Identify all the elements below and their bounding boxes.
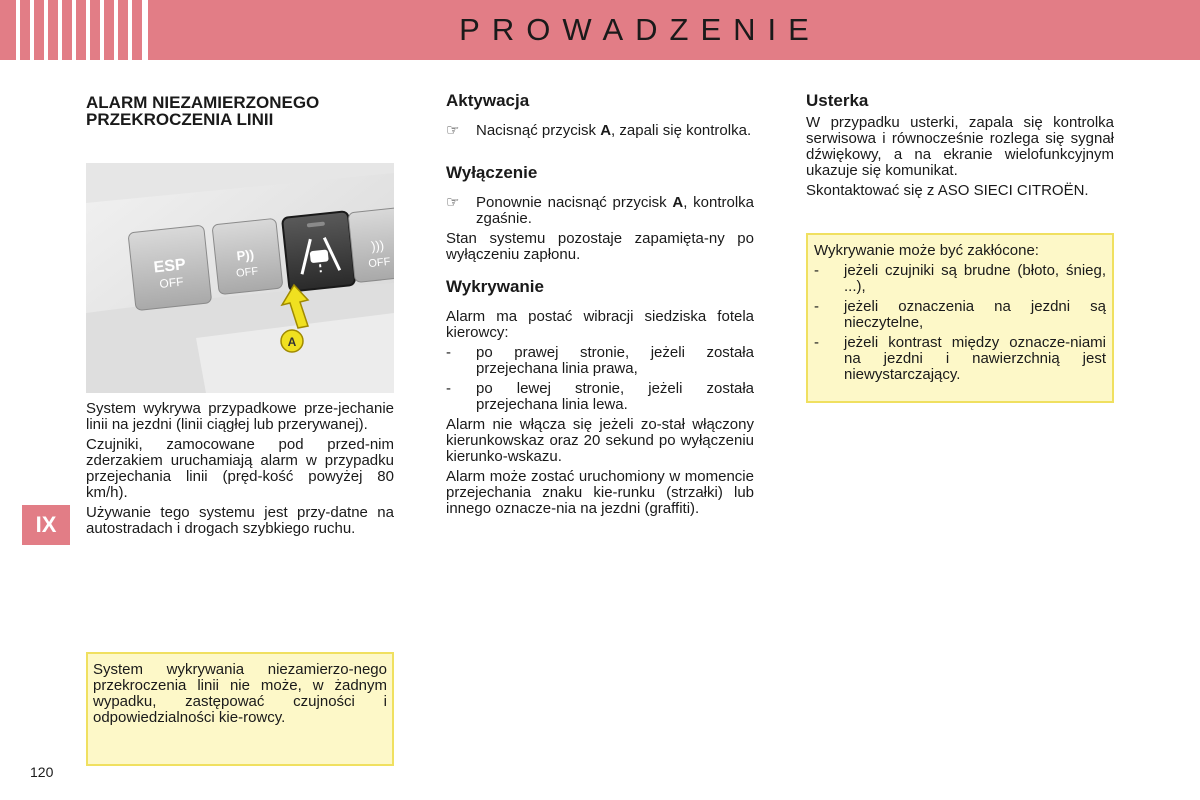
header-stripe [86, 0, 90, 60]
instruction-item [446, 195, 754, 227]
list-item-text: po prawej stronie, jeżeli została przejechana linia prawa, [476, 344, 754, 377]
list-item [814, 299, 1106, 331]
header-stripe [128, 0, 132, 60]
paragraph: Skontaktować się z ASO SIECI CITROËN. [806, 182, 1089, 199]
header-stripe [142, 0, 148, 60]
dashboard-illustration [86, 163, 394, 393]
right-off-label: OFF [367, 255, 391, 271]
heading-aktywacja: Aktywacja [446, 91, 530, 110]
list-item-text: jeżeli czujniki są brudne (błoto, śnieg, ...), [844, 262, 1106, 295]
list-item [814, 263, 1106, 295]
paragraph: Alarm może zostać uruchomiony w momencie przejechania znaku kie-runku (strzałki) lub innego oznacze-nia na jezdni (graffiti). [446, 468, 754, 517]
chapter-tab: IX [22, 505, 70, 545]
note-intro: Wykrywanie może być zakłócone: [814, 242, 1039, 259]
callout-a [281, 330, 303, 352]
list-item-text: jeżeli kontrast między oznacze-niami na jezdni i nawierzchnią jest niewystarczający. [844, 334, 1106, 383]
parking-off-label: OFF [235, 265, 259, 280]
heading-wykrywanie: Wykrywanie [446, 277, 544, 296]
parking-icon: P)) [235, 246, 255, 264]
section-title-line: ALARM NIEZAMIERZONEGO [86, 93, 320, 112]
column-3 [806, 93, 1114, 203]
lane-departure-button [282, 211, 355, 291]
header-stripe [30, 0, 34, 60]
list-marker: - [814, 262, 819, 279]
list-item [446, 381, 754, 413]
column-2 [446, 93, 754, 521]
paragraph: W przypadku usterki, zapala się kontrolka serwisowa i równocześnie rozlega się sygnał dźwiękowy, a na ekranie wielofunkcyjnym ukazuje się komunikat. [806, 114, 1114, 179]
page-number: 120 [30, 764, 54, 780]
column-1-body [86, 401, 394, 541]
page-title: PROWADZENIE [459, 12, 821, 47]
list-marker: - [814, 298, 819, 315]
header-stripe [72, 0, 76, 60]
section-title-line: PRZEKROCZENIA LINII [86, 110, 274, 129]
list-marker: - [446, 380, 451, 397]
header-stripe [16, 0, 20, 60]
dashboard-button-figure [86, 163, 394, 393]
esp-label: ESP [152, 256, 187, 277]
header-stripe [58, 0, 62, 60]
list-item [814, 335, 1106, 383]
list-item [446, 345, 754, 377]
section-title [86, 94, 394, 128]
paragraph: Stan systemu pozostaje zapamięta-ny po wyłączeniu zapłonu. [446, 230, 754, 263]
hand-pointer-icon: ☞ [446, 194, 460, 211]
paragraph: System wykrywa przypadkowe prze-jechanie linii na jezdni (linii ciągłej lub przerywanej). [86, 400, 394, 433]
list-item-text: po lewej stronie, jeżeli została przejechana linia lewa. [476, 380, 754, 413]
list-item-text: jeżeli oznaczenia na jezdni są nieczytelne, [844, 298, 1106, 331]
list-marker: - [814, 334, 819, 351]
header-stripe [44, 0, 48, 60]
header-stripe [114, 0, 118, 60]
paragraph: Czujniki, zamocowane pod przed-nim zderzakiem uruchamiają alarm w przypadku przejechania linii (pręd-kość powyżej 80 km/h). [86, 436, 394, 501]
hand-pointer-icon: ☞ [446, 122, 460, 139]
paragraph: Alarm ma postać wibracji siedziska fotela kierowcy: [446, 308, 754, 341]
list-marker: - [446, 344, 451, 361]
instruction-text: Nacisnąć przycisk A, zapali się kontrolka. [476, 122, 752, 139]
instruction-text: Ponownie nacisnąć przycisk A, kontrolka zgaśnie. [476, 194, 754, 227]
warning-note-text: System wykrywania niezamierzo-nego przekroczenia linii nie może, w żadnym wypadku, zastępować czujności i odpowiedzialności kie-rowcy. [93, 661, 387, 726]
heading-usterka: Usterka [806, 91, 869, 110]
instruction-item [446, 123, 754, 139]
callout-a-label: A [287, 335, 297, 349]
interference-note [806, 233, 1114, 403]
header-stripe [100, 0, 104, 60]
paragraph: Alarm nie włącza się jeżeli zo-stał włączony kierunkowskaz oraz 20 sekund po wyłączeniu kierunko-wskazu. [446, 416, 754, 465]
alarm-icon: ))) [370, 237, 385, 254]
header-band [0, 0, 1200, 60]
heading-wylaczenie: Wyłączenie [446, 163, 538, 182]
esp-off-label: OFF [158, 274, 185, 291]
warning-note [86, 652, 394, 766]
paragraph: Używanie tego systemu jest przy-datne na autostradach i drogach szybkiego ruchu. [86, 504, 394, 537]
